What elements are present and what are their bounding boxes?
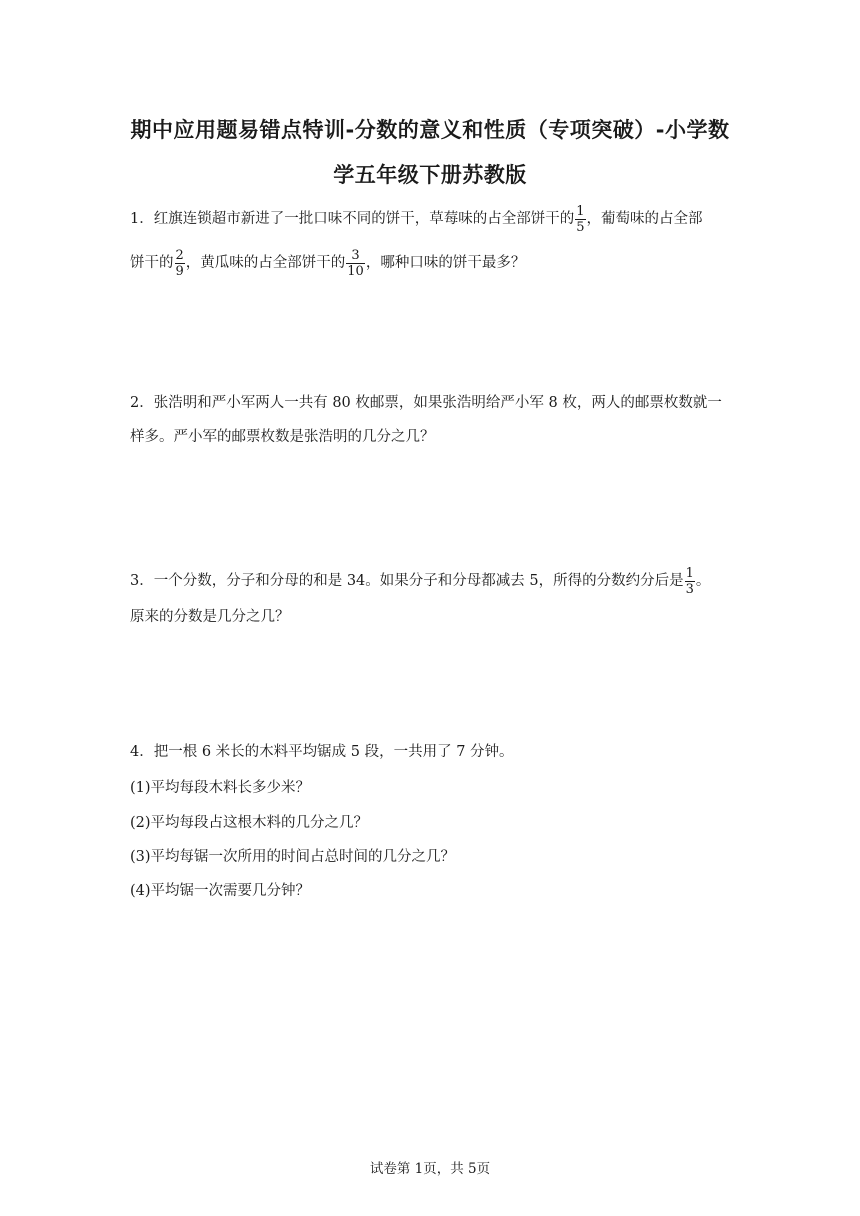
fraction-denominator: 9 (175, 263, 184, 279)
question-1-text-a: 1．红旗连锁超市新进了一批口味不同的饼干，草莓味的占全部饼干的 (130, 211, 575, 227)
fraction-three-tenths (346, 248, 365, 279)
fraction-two-ninths (175, 248, 185, 279)
question-4-sub-1: (1)平均每段木料长多少米？ (130, 780, 311, 796)
question-1-line-2 (130, 243, 525, 283)
fraction-one-fifth (575, 204, 585, 235)
question-3-line-2: 原来的分数是几分之几？ (130, 609, 290, 625)
question-4-sub-2: (2)平均每段占这根木料的几分之几？ (130, 815, 369, 831)
fraction-numerator: 1 (685, 565, 694, 581)
question-2-line-2: 样多。严小军的邮票枚数是张浩明的几分之几？ (130, 429, 435, 445)
fraction-numerator: 3 (346, 248, 365, 264)
page-title-line-2: 学五年级下册苏教版 (333, 163, 527, 187)
page-footer: 试卷第 1页，共 5页 (369, 1161, 491, 1177)
fraction-denominator: 3 (685, 581, 694, 597)
question-3-text-b: 。 (695, 573, 711, 589)
fraction-denominator: 5 (576, 219, 585, 235)
question-4-sub-3: (3)平均每锯一次所用的时间占总时间的几分之几？ (130, 849, 456, 865)
fraction-numerator: 1 (576, 203, 585, 219)
fraction-one-third (685, 566, 695, 597)
question-3-text-a: 3．一个分数，分子和分母的和是 34。如果分子和分母都减去 5，所得的分数约分后是 (130, 573, 684, 589)
question-4-sub-4: (4)平均锯一次需要几分钟？ (130, 883, 311, 899)
question-1-text-d: ，黄瓜味的占全部饼干的 (185, 255, 346, 271)
question-1-text-e: ，哪种口味的饼干最多？ (365, 255, 526, 271)
question-1-text-c: 饼干的 (130, 255, 174, 271)
fraction-numerator: 2 (175, 247, 184, 263)
question-3-line-1 (130, 561, 710, 601)
question-1-text-b: ，葡萄味的占全部 (586, 211, 703, 227)
question-1-line-1 (130, 199, 703, 239)
page-title-line-1: 期中应用题易错点特训-分数的意义和性质（专项突破）-小学数 (130, 118, 730, 142)
fraction-denominator: 10 (347, 263, 364, 279)
question-4-line-1: 4．把一根 6 米长的木料平均锯成 5 段，一共用了 7 分钟。 (130, 744, 514, 760)
question-2-line-1: 2．张浩明和严小军两人一共有 80 枚邮票，如果张浩明给严小军 8 枚，两人的邮票枚数就一 (130, 395, 722, 411)
